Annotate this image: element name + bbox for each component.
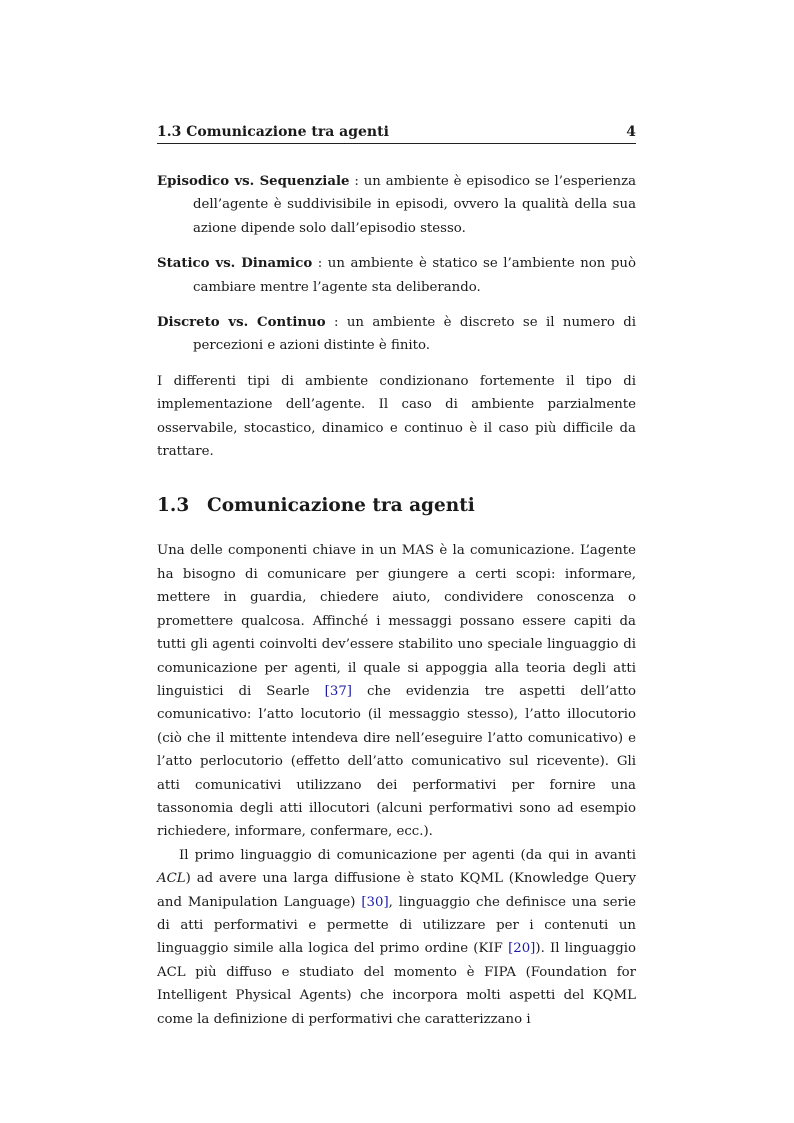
text-run: che evidenzia tre aspetti dell’atto comunicativo: l’atto locutorio (il messaggio stesso), l’atto illocutorio (ciò che il mittente intendeva dire nell’eseguire l’atto comunicativo) e l’atto perlocutorio (effetto dell’atto comunicativo sul ricevente). Gli atti comunicativi utilizzano dei performativi per fornire una tassonomia degli atti illocutori (alcuni performativi sono ad esempio richiedere, informare, confermare, ecc.).: [157, 683, 636, 840]
definition-text: un ambiente è episodico se l’esperienza dell’agente è suddivisibile in episodi, ovvero la qualità della sua azione dipende solo dall’episodio stesso.: [193, 174, 637, 236]
paragraph-communication: [157, 539, 636, 843]
text-run: Il primo linguaggio di comunicazione per agenti (da qui in avanti: [179, 847, 636, 863]
citation-link-kqml[interactable]: [30]: [361, 894, 389, 910]
acl-term: ACL: [157, 871, 186, 887]
page-number: 4: [626, 124, 636, 140]
citation-link-kif[interactable]: [20]: [508, 941, 536, 957]
definition-term: Discreto vs. Continuo: [157, 315, 326, 331]
header-section-title: 1.3 Comunicazione tra agenti: [157, 124, 389, 140]
definition-separator: :: [349, 174, 364, 189]
citation-link-searle[interactable]: [37]: [324, 683, 352, 699]
definition-item: [157, 252, 636, 299]
definition-item: [157, 311, 636, 358]
definition-text: un ambiente è statico se l’ambiente non può cambiare mentre l’agente sta deliberando.: [193, 256, 636, 295]
definition-term: Statico vs. Dinamico: [157, 256, 313, 272]
text-run: , linguaggio che definisce una serie di atti performativi e permette di utilizzare per i contenuti un linguaggio simile alla logica del primo ordine (KIF: [157, 894, 637, 957]
section-number: 1.3: [157, 495, 190, 517]
paragraph-environment: I differenti tipi di ambiente condizionano fortemente il tipo di implementazione dell’agente. Il caso di ambiente parzialmente osservabile, stocastico, dinamico e continuo è il caso più difficile da trattare.: [157, 373, 636, 460]
section-heading: [157, 493, 636, 519]
definition-separator: :: [312, 256, 328, 272]
definition-text: un ambiente è discreto se il numero di percezioni e azioni distinte è finito.: [193, 315, 636, 354]
text-run: ) ad avere una larga diffusione è stato KQML (Knowledge Query and Manipulation Language): [157, 871, 636, 910]
definition-separator: :: [325, 315, 347, 331]
definition-term: Episodico vs. Sequenziale: [157, 174, 350, 189]
paragraph-acl: [157, 844, 636, 1031]
running-header: [157, 124, 636, 144]
text-run: Una delle componenti chiave in un MAS è la comunicazione. L’agente ha bisogno di comunicare per giungere a certi scopi: informare, mettere in guardia, chiedere aiuto, condividere conoscenza o promettere qualcosa. Affinché i messaggi possano essere capiti da tutti gli agenti coinvolti dev’essere stabilito uno speciale linguaggio di comunicazione per agenti, il quale si appoggia alla teoria degli atti linguistici di Searle: [157, 543, 636, 699]
page-body: [157, 170, 636, 1031]
definition-item: [157, 170, 636, 240]
section-title: Comunicazione tra agenti: [207, 495, 475, 517]
text-run: ). Il linguaggio ACL più diffuso e studiato del momento è FIPA (Foundation for Intelligent Physical Agents) che incorpora molti aspetti del KQML come la definizione di performativi che caratterizzano i: [157, 941, 636, 1027]
